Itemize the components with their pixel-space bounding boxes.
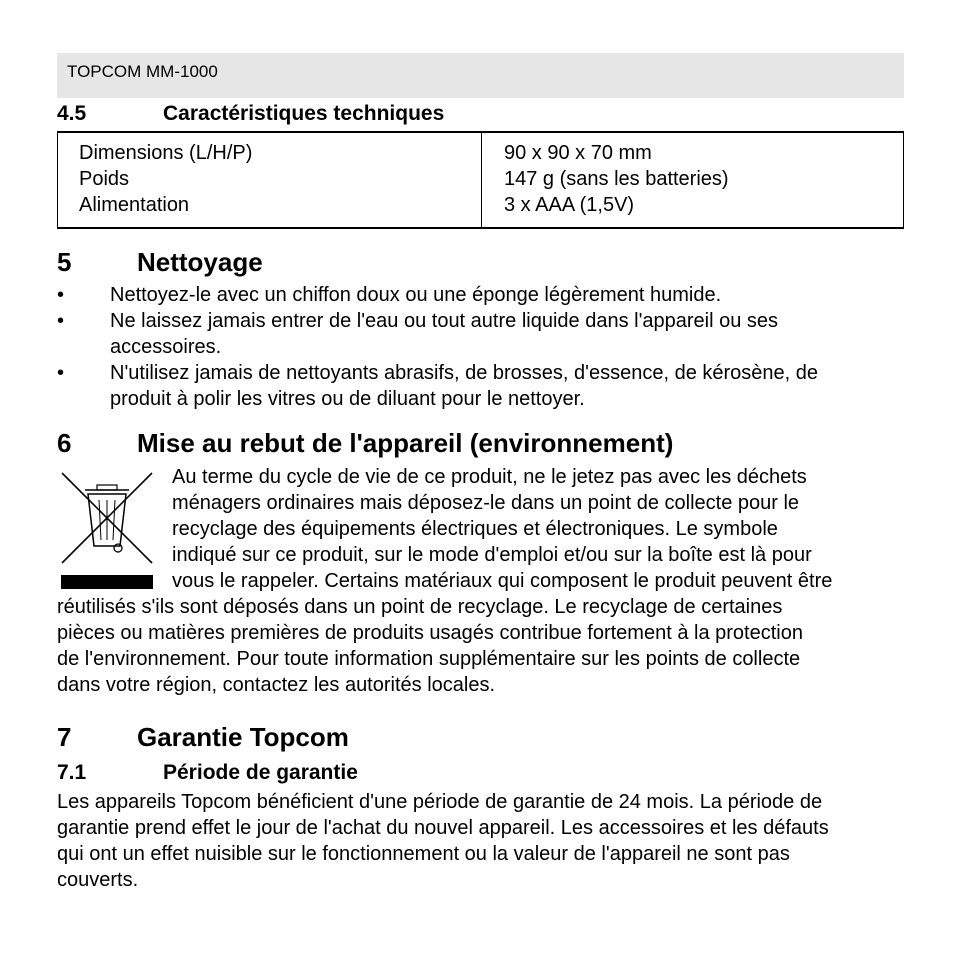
spec-value-dimensions: 90 x 90 x 70 mm [504, 142, 652, 164]
section-number: 7 [57, 722, 72, 752]
section-number: 6 [57, 428, 72, 458]
bullet-text-line: Nettoyez-le avec un chiffon doux ou une éponge légèrement humide. [110, 284, 722, 306]
paragraph-line: vous le rappeler. Certains matériaux qui composent le produit peuvent être [172, 570, 833, 592]
spec-labels [79, 140, 252, 218]
paragraph-line: Les appareils Topcom bénéficient d'une période de garantie de 24 mois. La période de [57, 791, 823, 813]
spec-value-power: 3 x AAA (1,5V) [504, 194, 635, 216]
bullet-text-line: N'utilisez jamais de nettoyants abrasifs, de brosses, d'essence, de kérosène, de [110, 362, 819, 384]
bullet-text-line: accessoires. [110, 336, 222, 358]
bullet-marker: • [57, 362, 65, 384]
spec-label-power: Alimentation [79, 194, 190, 216]
spec-label-dimensions: Dimensions (L/H/P) [79, 142, 253, 164]
section-number: 5 [57, 247, 72, 277]
paragraph-line: ménagers ordinaires mais déposez-le dans un point de collecte pour le [172, 492, 800, 514]
paragraph-line: couverts. [57, 869, 139, 891]
bullet-marker: • [57, 310, 65, 332]
cleaning-bullet-list [57, 282, 904, 412]
paragraph-line: de l'environnement. Pour toute information supplémentaire sur les points de collecte [57, 648, 801, 670]
crossed-out-wheelie-bin-icon [57, 468, 157, 593]
list-item [57, 308, 904, 360]
paragraph-line: dans votre région, contactez les autorités locales. [57, 674, 496, 696]
spec-table [57, 131, 904, 229]
environment-paragraph-continued [57, 594, 917, 698]
product-name: TOPCOM MM-1000 [67, 62, 218, 81]
bullet-marker: • [57, 284, 65, 306]
table-divider [481, 133, 482, 227]
environment-paragraph-wrapped [172, 464, 912, 594]
list-item [57, 360, 904, 412]
bullet-text-line: Ne laissez jamais entrer de l'eau ou tout autre liquide dans l'appareil ou ses [110, 310, 779, 332]
section-title: Nettoyage [137, 247, 263, 277]
section-number: 7.1 [57, 761, 87, 784]
page-header [57, 53, 904, 98]
spec-value-weight: 147 g (sans les batteries) [504, 168, 729, 190]
spec-values [504, 140, 729, 218]
section-title: Garantie Topcom [137, 722, 349, 752]
section-title: Mise au rebut de l'appareil (environnement) [137, 428, 674, 458]
warranty-paragraph [57, 789, 917, 893]
paragraph-line: pièces ou matières premières de produits usagés contribue fortement à la protection [57, 622, 803, 644]
section-title: Période de garantie [163, 761, 358, 784]
section-title: Caractéristiques techniques [163, 102, 445, 125]
list-item [57, 282, 904, 308]
spec-label-weight: Poids [79, 168, 130, 190]
paragraph-line: Au terme du cycle de vie de ce produit, ne le jetez pas avec les déchets [172, 466, 807, 488]
paragraph-line: réutilisés s'ils sont déposés dans un point de recyclage. Le recyclage de certaines [57, 596, 783, 618]
paragraph-line: qui ont un effet nuisible sur le fonctionnement ou la valeur de l'appareil ne sont pas [57, 843, 790, 865]
bullet-text-line: produit à polir les vitres ou de diluant pour le nettoyer. [110, 388, 585, 410]
section-number: 4.5 [57, 102, 87, 125]
paragraph-line: garantie prend effet le jour de l'achat du nouvel appareil. Les accessoires et les défauts [57, 817, 829, 839]
paragraph-line: indiqué sur ce produit, sur le mode d'emploi et/ou sur la boîte est là pour [172, 544, 812, 566]
paragraph-line: recyclage des équipements électriques et électroniques. Le symbole [172, 518, 778, 540]
